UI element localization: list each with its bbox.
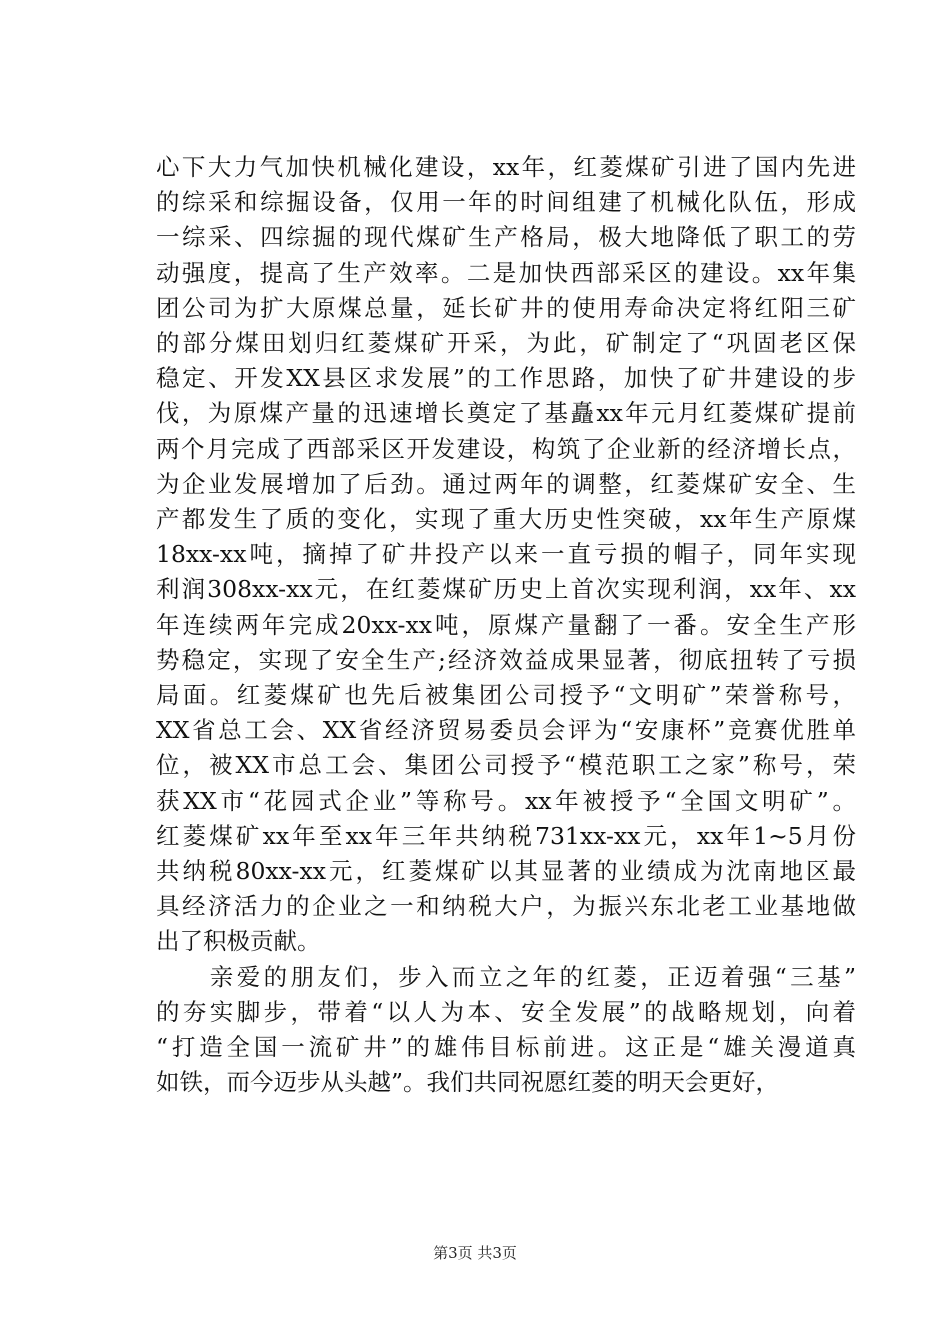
text-line: 18xx-xx吨，摘掉了矿井投产以来一直亏损的帽子，同年实现 bbox=[156, 540, 856, 569]
text-line: 共纳税80xx-xx元，红菱煤矿以其显著的业绩成为沈南地区最 bbox=[156, 857, 856, 886]
text-line: 一综采、四综掘的现代煤矿生产格局，极大地降低了职工的劳 bbox=[156, 223, 856, 252]
text-line: 利润308xx-xx元，在红菱煤矿历史上首次实现利润，xx年、xx bbox=[156, 575, 856, 604]
body-text bbox=[156, 150, 856, 1100]
text-line: 红菱煤矿xx年至xx年三年共纳税731xx-xx元，xx年1~5月份 bbox=[156, 821, 856, 850]
text-line: 的部分煤田划归红菱煤矿开采，为此，矿制定了“巩固老区保 bbox=[156, 329, 856, 358]
text-line: 局面。红菱煤矿也先后被集团公司授予“文明矿”荣誉称号， bbox=[156, 681, 856, 710]
text-line: 势稳定，实现了安全生产;经济效益成果显著，彻底扭转了亏损 bbox=[156, 645, 856, 674]
text-line: 出了积极贡献。 bbox=[156, 927, 321, 956]
paragraph bbox=[156, 960, 856, 1101]
text-line: 年连续两年完成20xx-xx吨，原煤产量翻了一番。安全生产形 bbox=[156, 610, 856, 639]
text-line: 动强度，提高了生产效率。二是加快西部采区的建设。xx年集 bbox=[156, 258, 856, 287]
page-footer: 第3页 共3页 bbox=[433, 1244, 517, 1262]
text-line: 心下大力气加快机械化建设，xx年，红菱煤矿引进了国内先进 bbox=[156, 153, 856, 181]
text-line: 亲爱的朋友们，步入而立之年的红菱，正迈着强“三基” bbox=[156, 962, 856, 991]
text-line: 的夯实脚步，带着“以人为本、安全发展”的战略规划，向着 bbox=[156, 997, 856, 1026]
text-line: 具经济活力的企业之一和纳税大户，为振兴东北老工业基地做 bbox=[156, 892, 856, 921]
text-line: 为企业发展增加了后劲。通过两年的调整，红菱煤矿安全、生 bbox=[156, 469, 856, 498]
text-line: 产都发生了质的变化，实现了重大历史性突破，xx年生产原煤 bbox=[156, 505, 856, 534]
text-line: 伐，为原煤产量的迅速增长奠定了基矗xx年元月红菱煤矿提前 bbox=[156, 399, 856, 428]
text-line: 的综采和综掘设备，仅用一年的时间组建了机械化队伍，形成 bbox=[156, 188, 856, 217]
text-line: 团公司为扩大原煤总量，延长矿井的使用寿命决定将红阳三矿 bbox=[156, 293, 856, 322]
text-line: “打造全国一流矿井”的雄伟目标前进。这正是“雄关漫道真 bbox=[156, 1033, 856, 1062]
text-line: 获XX市“花园式企业”等称号。xx年被授予“全国文明矿”。 bbox=[156, 786, 856, 815]
text-line: 稳定、开发XX县区求发展”的工作思路，加快了矿井建设的步 bbox=[156, 364, 856, 393]
paragraph bbox=[156, 150, 856, 960]
text-line: 如铁，而今迈步从头越”。我们共同祝愿红菱的明天会更好， bbox=[156, 1068, 780, 1097]
text-line: 两个月完成了西部采区开发建设，构筑了企业新的经济增长点， bbox=[156, 434, 856, 463]
text-line: XX省总工会、XX省经济贸易委员会评为“安康杯”竞赛优胜单 bbox=[156, 716, 856, 745]
text-line: 位，被XX市总工会、集团公司授予“模范职工之家”称号，荣 bbox=[156, 751, 856, 780]
